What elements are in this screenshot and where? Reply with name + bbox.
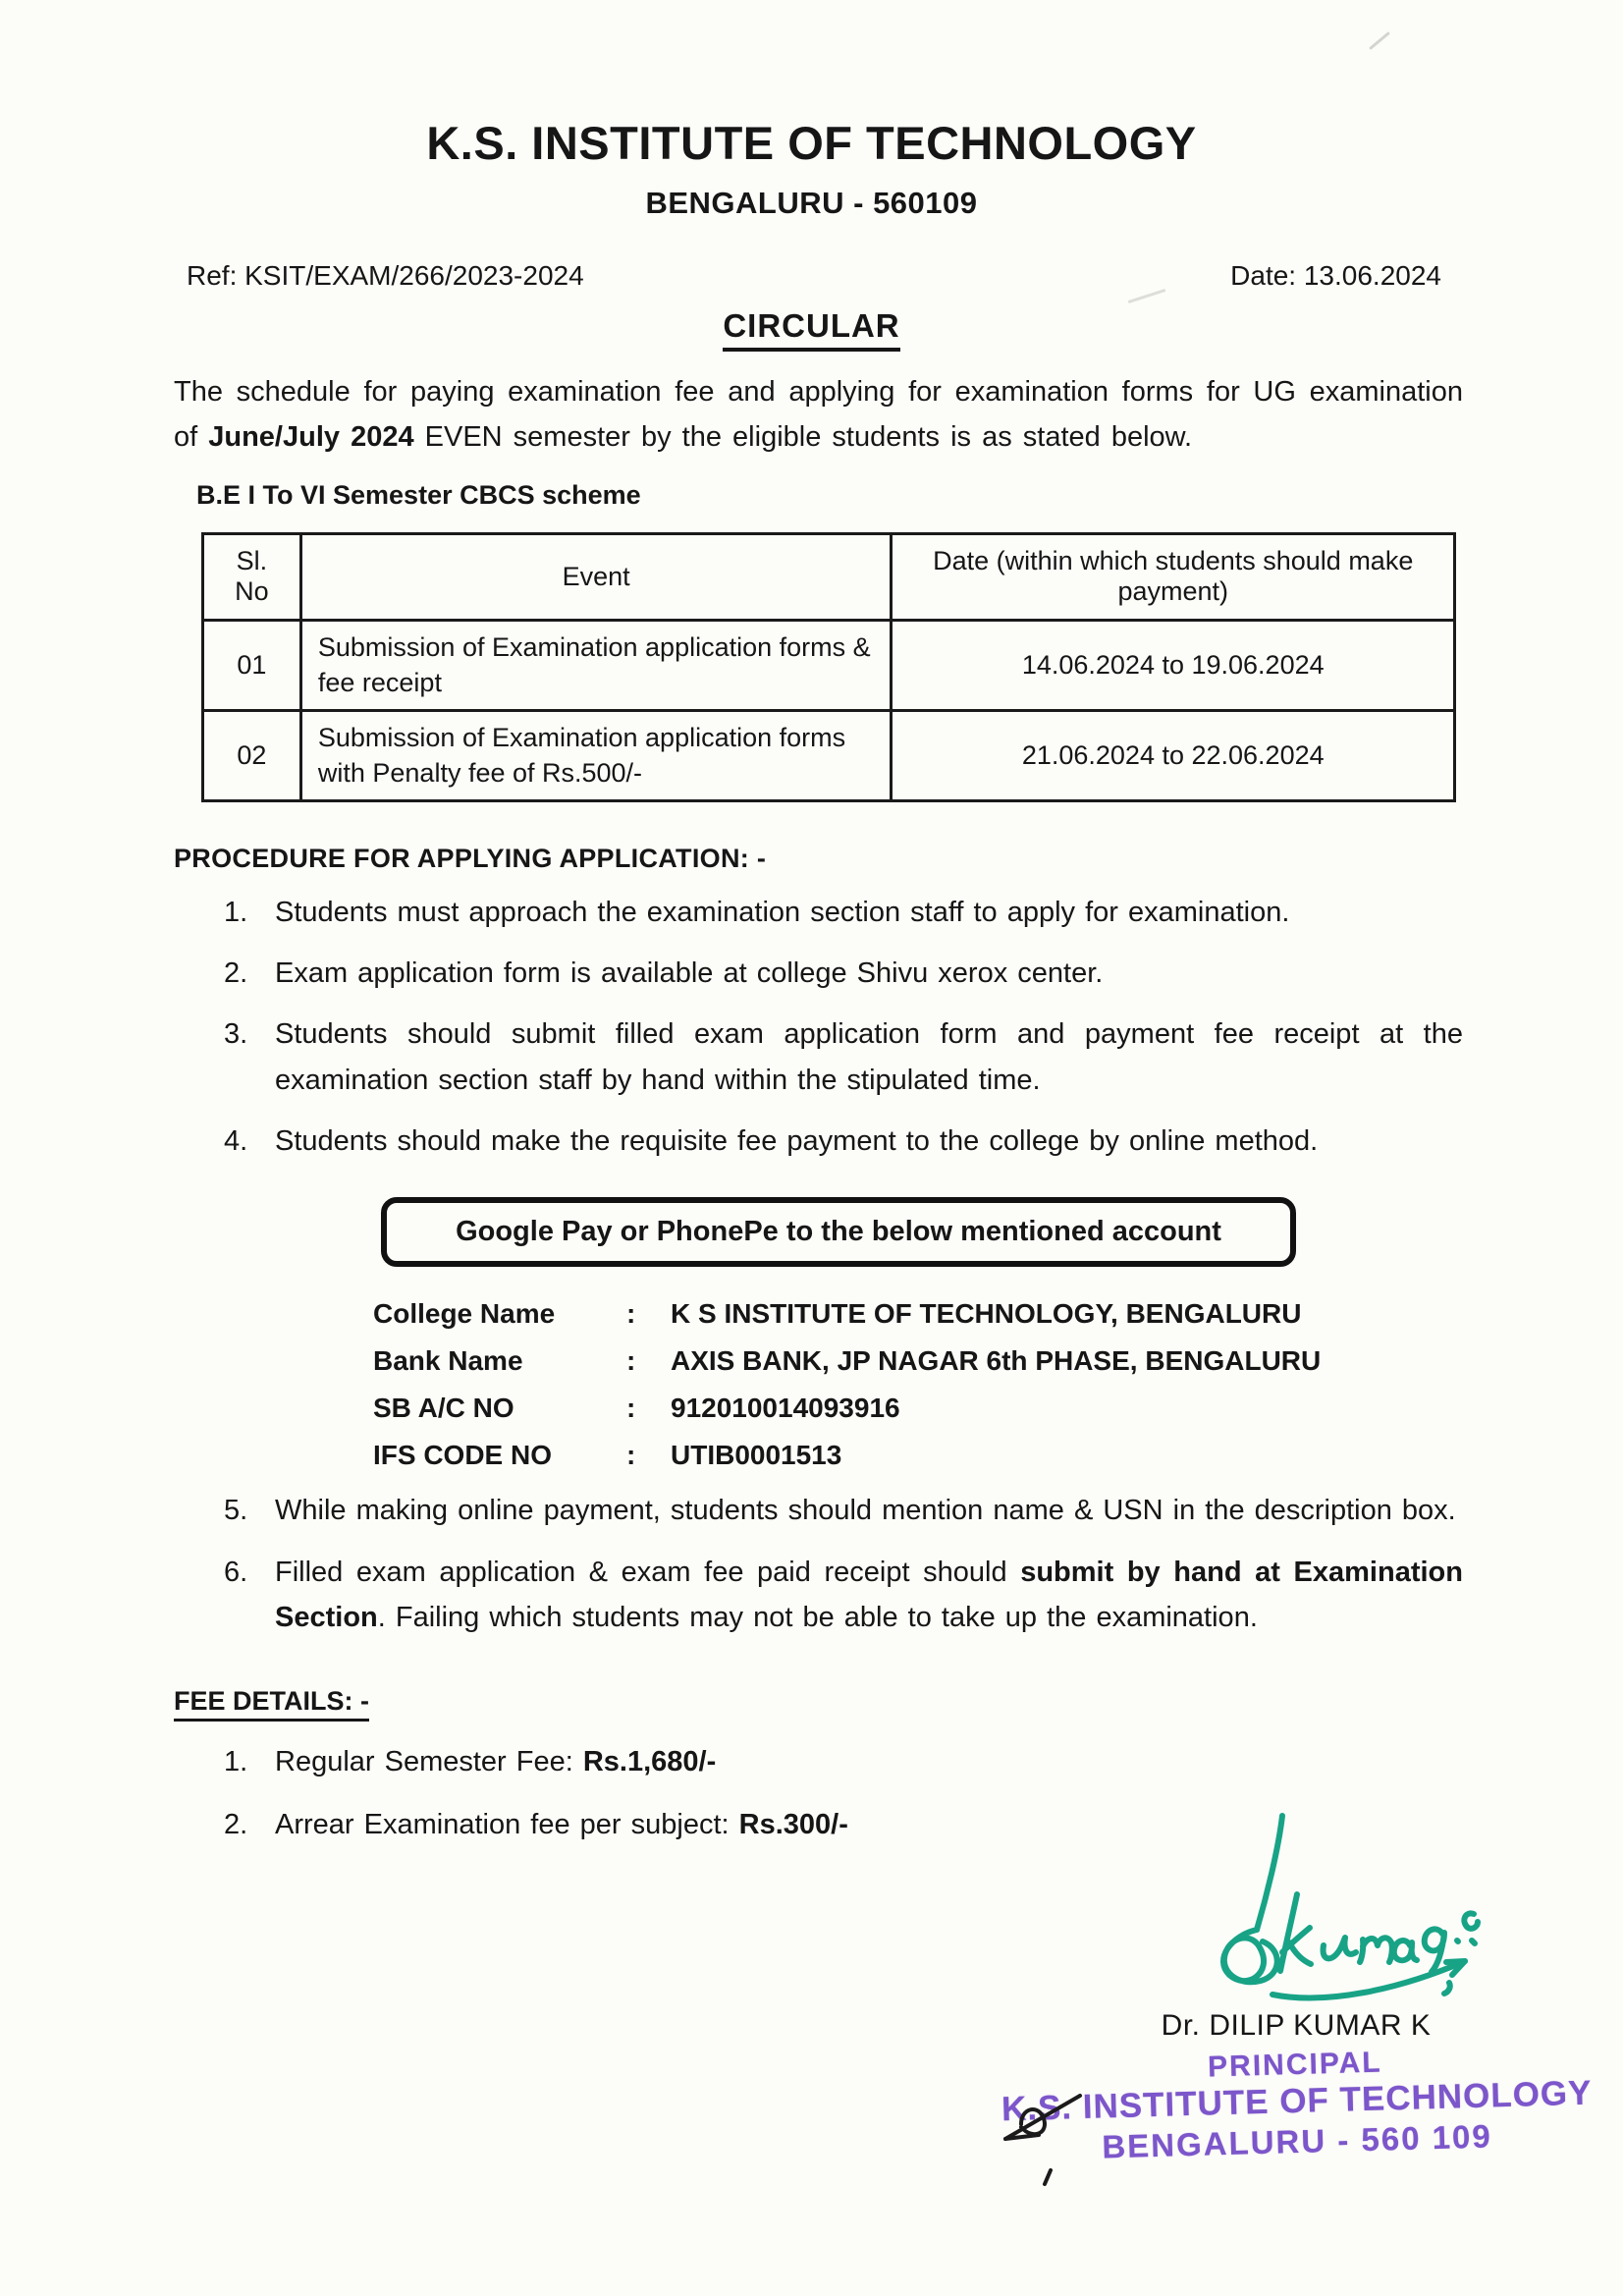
intro-paragraph: The schedule for paying examination fee and applying for examination forms for UG examination of June/July 2024 EVEN semester by the eligible students is as stated below. (174, 376, 1463, 454)
scheme-heading: B.E I To VI Semester CBCS scheme (196, 479, 641, 510)
principal-name: Dr. DILIP KUMAR K (1161, 2009, 1432, 2042)
procedure-item-6: 6. Filled exam application & exam fee paid receipt should submit by hand at Examination Section. Failing which students may not be able to take up the examination. (224, 1556, 1463, 1634)
bank-row-college: College Name : K S INSTITUTE OF TECHNOLOGY, BENGALURU (373, 1298, 1302, 1330)
circular-title: CIRCULAR (0, 307, 1623, 352)
bank-details (373, 1296, 1623, 1472)
fee-item-1: 1. Regular Semester Fee: Rs.1,680/- (224, 1745, 717, 1777)
pen-mark-icon (994, 2084, 1087, 2187)
procedure-heading: PROCEDURE FOR APPLYING APPLICATION: - (174, 843, 767, 873)
circular-date: Date: 13.06.2024 (1230, 260, 1441, 291)
bank-row-account-no: SB A/C NO : 912010014093916 (373, 1393, 900, 1424)
table-row: 02 Submission of Examination application forms with Penalty fee of Rs.500/- 21.06.2024 to 22.06.2024 (203, 710, 1455, 800)
payment-instruction-box: Google Pay or PhonePe to the below mentioned account (381, 1197, 1296, 1267)
header-date: Date (within which students should make payment) (892, 533, 1455, 620)
schedule-table (201, 532, 1456, 802)
intro-bold-term: June/July 2024 (208, 421, 414, 454)
principal-stamp: PRINCIPAL K.S. INSTITUTE OF TECHNOLOGY BENGALURU - 560 109 (1001, 2046, 1593, 2165)
header-event: Event (300, 533, 892, 620)
bank-row-bank-name: Bank Name : AXIS BANK, JP NAGAR 6th PHASE, BENGALURU (373, 1345, 1322, 1377)
fee-details-heading: FEE DETAILS: - (174, 1686, 1623, 1722)
institute-city: BENGALURU - 560109 (645, 186, 978, 220)
table-row: 01 Submission of Examination application forms & fee receipt 14.06.2024 to 19.06.2024 (203, 620, 1455, 710)
header-sl-no: Sl. No (203, 533, 301, 620)
fee-item-2: 2. Arrear Examination fee per subject: Rs.300/- (224, 1809, 848, 1841)
procedure-item-5: 5. While making online payment, students should mention name & USN in the description box. (224, 1495, 1456, 1527)
bank-row-ifsc: IFS CODE NO : UTIB0001513 (373, 1440, 842, 1471)
institute-name: K.S. INSTITUTE OF TECHNOLOGY (426, 117, 1197, 169)
procedure-item-1: 1. Students must approach the examination section staff to apply for examination. (224, 896, 1290, 928)
ref-date-row (187, 260, 1441, 292)
procedure-item-2: 2. Exam application form is available at college Shivu xerox center. (224, 957, 1104, 989)
procedure-item-4: 4. Students should make the requisite fee payment to the college by online method. (224, 1125, 1319, 1158)
principal-signature-icon (1198, 1812, 1502, 2003)
signoff-block (1001, 1812, 1593, 2165)
table-header-row (203, 533, 1455, 620)
reference-number: Ref: KSIT/EXAM/266/2023-2024 (187, 260, 584, 291)
procedure-item-3: 3. Students should submit filled exam application form and payment fee receipt at the examination section staff by hand within the stipulated time. (224, 1018, 1463, 1096)
